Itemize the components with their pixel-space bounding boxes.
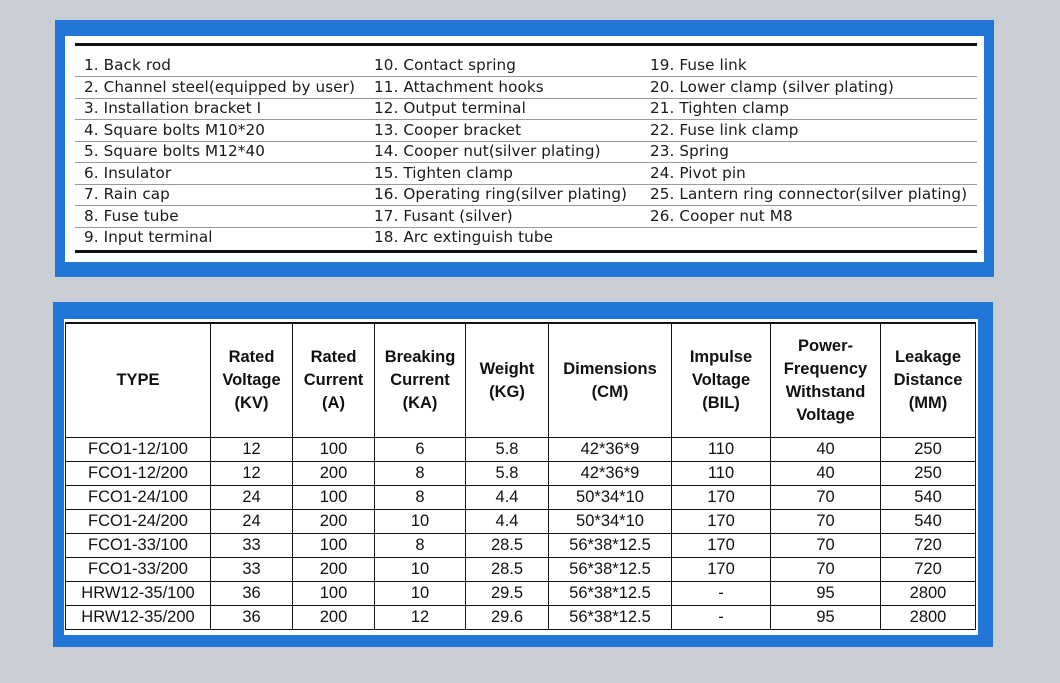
part-item: 23. Spring bbox=[650, 142, 729, 160]
col-header-rated-current: Rated Current (A) bbox=[293, 323, 375, 438]
col-header-type: TYPE bbox=[66, 323, 211, 438]
part-item: 6. Insulator bbox=[84, 163, 172, 182]
table-cell: HRW12-35/200 bbox=[66, 606, 211, 630]
table-cell: FCO1-12/200 bbox=[66, 462, 211, 486]
table-cell: 12 bbox=[211, 462, 293, 486]
table-cell: 5.8 bbox=[466, 462, 549, 486]
table-cell: 12 bbox=[211, 438, 293, 462]
table-cell: 42*36*9 bbox=[549, 462, 672, 486]
table-cell: 8 bbox=[375, 486, 466, 510]
table-cell: 50*34*10 bbox=[549, 486, 672, 510]
col-header-power-frequency: Power-Frequency Withstand Voltage bbox=[771, 323, 881, 438]
table-cell: 200 bbox=[293, 510, 375, 534]
table-cell: FCO1-33/100 bbox=[66, 534, 211, 558]
table-cell: 100 bbox=[293, 486, 375, 510]
part-item: 2. Channel steel(equipped by user) bbox=[84, 77, 356, 96]
table-cell: FCO1-24/200 bbox=[66, 510, 211, 534]
table-cell: 250 bbox=[881, 438, 976, 462]
part-item: 19. Fuse link bbox=[650, 56, 747, 74]
col-header-breaking-current: Breaking Current (KA) bbox=[375, 323, 466, 438]
part-item: 3. Installation bracket I bbox=[84, 99, 262, 117]
col-header-impulse-voltage: Impulse Voltage (BIL) bbox=[672, 323, 771, 438]
table-cell: 50*34*10 bbox=[549, 510, 672, 534]
table-cell: 200 bbox=[293, 558, 375, 582]
parts-list-panel bbox=[55, 20, 994, 277]
part-item: 10. Contact spring bbox=[374, 56, 516, 74]
table-cell: 170 bbox=[672, 510, 771, 534]
table-cell: 28.5 bbox=[466, 558, 549, 582]
table-cell: 12 bbox=[375, 606, 466, 630]
table-cell: 5.8 bbox=[466, 438, 549, 462]
table-cell: 540 bbox=[881, 486, 976, 510]
part-item: 7. Rain cap bbox=[84, 185, 170, 203]
table-cell: 70 bbox=[771, 558, 881, 582]
table-cell: 33 bbox=[211, 558, 293, 582]
table-cell: 200 bbox=[293, 462, 375, 486]
table-cell: 24 bbox=[211, 486, 293, 510]
table-cell: 540 bbox=[881, 510, 976, 534]
table-cell: 200 bbox=[293, 606, 375, 630]
table-row bbox=[66, 486, 976, 510]
table-cell: 8 bbox=[375, 534, 466, 558]
table-cell: 56*38*12.5 bbox=[549, 606, 672, 630]
table-cell: 6 bbox=[375, 438, 466, 462]
table-cell: 56*38*12.5 bbox=[549, 558, 672, 582]
table-cell: 10 bbox=[375, 558, 466, 582]
bottom-rule bbox=[75, 250, 977, 253]
part-item: 13. Cooper bracket bbox=[374, 120, 522, 139]
part-item: 17. Fusant (silver) bbox=[374, 206, 513, 225]
table-cell: - bbox=[672, 606, 771, 630]
part-item: 9. Input terminal bbox=[84, 228, 213, 246]
table-row bbox=[66, 462, 976, 486]
part-item: 24. Pivot pin bbox=[650, 163, 746, 182]
table-cell: 95 bbox=[771, 606, 881, 630]
table-cell: 110 bbox=[672, 438, 771, 462]
table-cell: 4.4 bbox=[466, 510, 549, 534]
col-header-weight: Weight (KG) bbox=[466, 323, 549, 438]
parts-column-2 bbox=[374, 55, 627, 249]
table-cell: 56*38*12.5 bbox=[549, 582, 672, 606]
table-cell: 70 bbox=[771, 534, 881, 558]
part-item: 11. Attachment hooks bbox=[374, 77, 544, 96]
table-row bbox=[66, 558, 976, 582]
part-item: 8. Fuse tube bbox=[84, 206, 179, 225]
top-rule bbox=[75, 43, 977, 46]
table-cell: 110 bbox=[672, 462, 771, 486]
part-item: 4. Square bolts M10*20 bbox=[84, 120, 266, 139]
part-item: 18. Arc extinguish tube bbox=[374, 228, 554, 246]
table-cell: 720 bbox=[881, 534, 976, 558]
table-cell: FCO1-33/200 bbox=[66, 558, 211, 582]
table-cell: 170 bbox=[672, 558, 771, 582]
part-item: 20. Lower clamp (silver plating) bbox=[650, 77, 894, 96]
part-item: 1. Back rod bbox=[84, 56, 171, 74]
table-cell: 2800 bbox=[881, 582, 976, 606]
header-row bbox=[66, 323, 976, 438]
table-cell: 36 bbox=[211, 582, 293, 606]
table-row bbox=[66, 510, 976, 534]
table-cell: 250 bbox=[881, 462, 976, 486]
part-item: 16. Operating ring(silver plating) bbox=[374, 185, 628, 203]
table-cell: 100 bbox=[293, 438, 375, 462]
table-cell: 2800 bbox=[881, 606, 976, 630]
table-cell: 10 bbox=[375, 582, 466, 606]
table-cell: 100 bbox=[293, 534, 375, 558]
table-row bbox=[66, 582, 976, 606]
table-cell: 70 bbox=[771, 486, 881, 510]
table-row bbox=[66, 438, 976, 462]
part-item: 15. Tighten clamp bbox=[374, 163, 514, 182]
part-item: 25. Lantern ring connector(silver plating) bbox=[650, 185, 968, 203]
parts-column-3 bbox=[650, 55, 967, 227]
table-cell: 29.5 bbox=[466, 582, 549, 606]
table-cell: - bbox=[672, 582, 771, 606]
table-cell: HRW12-35/100 bbox=[66, 582, 211, 606]
table-cell: 170 bbox=[672, 486, 771, 510]
part-item: 5. Square bolts M12*40 bbox=[84, 142, 266, 160]
col-header-dimensions: Dimensions (CM) bbox=[549, 323, 672, 438]
table-cell: 720 bbox=[881, 558, 976, 582]
table-cell: 100 bbox=[293, 582, 375, 606]
table-cell: 10 bbox=[375, 510, 466, 534]
spec-table-panel bbox=[53, 302, 993, 647]
part-item: 22. Fuse link clamp bbox=[650, 120, 799, 139]
table-cell: 40 bbox=[771, 438, 881, 462]
table-row bbox=[66, 606, 976, 630]
part-item: 14. Cooper nut(silver plating) bbox=[374, 142, 601, 160]
table-cell: FCO1-24/100 bbox=[66, 486, 211, 510]
table-row bbox=[66, 534, 976, 558]
table-cell: 42*36*9 bbox=[549, 438, 672, 462]
part-item: 21. Tighten clamp bbox=[650, 99, 790, 117]
table-cell: 29.6 bbox=[466, 606, 549, 630]
table-cell: 8 bbox=[375, 462, 466, 486]
table-cell: 24 bbox=[211, 510, 293, 534]
table-cell: 56*38*12.5 bbox=[549, 534, 672, 558]
parts-list-card bbox=[65, 36, 984, 262]
table-cell: 36 bbox=[211, 606, 293, 630]
table-cell: 4.4 bbox=[466, 486, 549, 510]
col-header-rated-voltage: Rated Voltage (KV) bbox=[211, 323, 293, 438]
table-cell: 28.5 bbox=[466, 534, 549, 558]
col-header-leakage-distance: Leakage Distance (MM) bbox=[881, 323, 976, 438]
table-cell: 170 bbox=[672, 534, 771, 558]
table-cell: 95 bbox=[771, 582, 881, 606]
table-cell: 33 bbox=[211, 534, 293, 558]
spec-table-card bbox=[64, 319, 978, 635]
table-cell: FCO1-12/100 bbox=[66, 438, 211, 462]
part-item: 26. Cooper nut M8 bbox=[650, 206, 793, 225]
spec-table bbox=[65, 322, 976, 630]
part-item: 12. Output terminal bbox=[374, 99, 526, 117]
parts-column-1 bbox=[84, 55, 355, 249]
table-cell: 70 bbox=[771, 510, 881, 534]
table-cell: 40 bbox=[771, 462, 881, 486]
